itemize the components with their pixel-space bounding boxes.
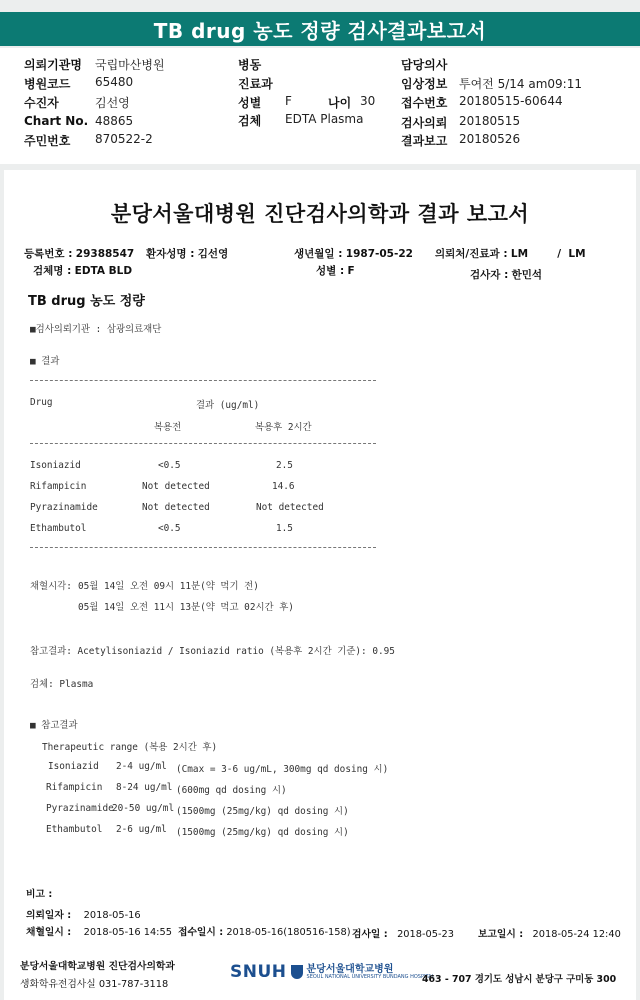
sex-value: F [347,265,355,277]
org-lab: 생화학유전검사실 031-787-3118 [20,979,169,990]
sex-label: 성별 : [316,265,345,277]
header-value: 투여전 5/14 am09:11 [459,77,582,91]
col-drug: Drug [30,397,53,408]
header-value: 김선영 [95,96,130,110]
header-value: 65480 [95,75,134,89]
document-title: 분당서울대병원 진단검사의학과 결과 보고서 [110,202,530,226]
range-drug: Rifampicin [46,782,103,793]
header-key: 검사의뢰 [401,116,448,130]
range-note: (600mg qd dosing 시) [176,785,287,796]
draw-value: 2018-05-16 14:55 [83,927,172,938]
dept-label: 의뢰처/진료과 : [435,248,508,260]
header-value: F [285,94,292,108]
patient-value: 김선영 [197,248,229,260]
range-value: 8-24 ug/ml [116,782,173,793]
header-value: EDTA Plasma [285,112,364,126]
reg-number [24,246,134,261]
header-key: 접수번호 [401,96,448,110]
department [435,246,586,261]
test-value: 2018-05-23 [397,929,455,940]
recv-value: 2018-05-16(180516-158) [226,927,351,938]
header-key: 결과보고 [401,134,448,148]
header-field [24,56,82,73]
examiner-label: 검사자 : [470,269,509,281]
dob-label: 생년월일 : [294,248,343,260]
collect-time-2: 05월 14일 오전 11시 13분(약 먹고 02시간 후) [78,602,294,613]
org-name: 분당서울대학교병원 진단검사의학과 [20,961,175,972]
req-date-value: 2018-05-16 [83,910,141,921]
pre-value: Not detected [142,502,210,513]
post-value: 1.5 [276,523,293,534]
header-key: 담당의사 [401,58,448,72]
dob-value: 1987-05-22 [345,248,413,260]
range-drug: Pyrazinamide [46,803,114,814]
collect-label: 채혈시각: [30,581,72,592]
receive-datetime [178,924,351,938]
agency-line: ■검사의뢰기관 : 삼광의료재단 [30,324,162,335]
header-key: 의뢰기관명 [24,58,82,72]
header-key: 진료과 [238,77,273,91]
ref-result: 참고결과: Acetylisoniazid / Isoniazid ratio (복용후 2시간 기준): 0.95 [30,646,395,657]
pre-value: <0.5 [158,460,181,471]
patient-label: 환자성명 : [146,248,195,260]
specimen-value: EDTA BLD [74,265,133,277]
range-value: 2-6 ug/ml [116,824,167,835]
drug-name: Pyrazinamide [30,502,98,513]
header-key: 주민번호 [24,134,71,148]
range-note: (Cmax = 3-6 ug/mL, 300mg qd dosing 시) [176,764,389,775]
recv-label: 접수일시 : [178,927,224,938]
drug-name: Isoniazid [30,460,81,471]
header-value: 20180526 [459,132,521,146]
logo-en: SEOUL NATIONAL UNIVERSITY BUNDANG HOSPITAL [306,973,435,980]
header-key: 성별 [238,96,262,110]
header-value: 870522-2 [95,132,153,146]
header-field [24,75,70,92]
header-value: 20180515 [459,114,521,128]
examiner [470,267,542,282]
header-field [24,132,70,149]
range-drug: Isoniazid [48,761,99,772]
pre-value: <0.5 [158,523,181,534]
remark [26,886,52,900]
drug-name: Rifampicin [30,481,87,492]
divider [30,547,376,548]
specimen-name [33,263,132,278]
pre-value: Not detected [142,481,210,492]
divider [30,380,376,381]
reg-label: 등록번호 : [24,248,73,260]
reg-value: 29388547 [75,248,135,260]
specimen-note: 검체: Plasma [30,679,94,690]
header-key: 병원코드 [24,77,71,91]
dob [294,246,413,261]
header-value: 48865 [95,114,134,128]
scanned-report [4,170,636,1000]
logo-text: SNUH [230,962,287,982]
range-value: 2-4 ug/ml [116,761,167,772]
col-result: 결과 (ug/ml) [196,400,260,411]
drug-name: Ethambutol [30,523,87,534]
report-title: TB drug 농도 정량 검사결과보고서 [153,18,487,43]
hospital-logo [230,962,434,982]
header-value: 국립마산병원 [95,58,165,72]
header-key: 병동 [238,58,262,72]
header-info [0,48,640,164]
report-value: 2018-05-24 12:40 [532,929,621,940]
ref-header: ■ 참고결과 [30,720,78,731]
age-label: 나이 [328,96,352,110]
dept-value: LM / LM [510,248,586,260]
col-pre: 복용전 [154,422,182,433]
report-title-bar [0,12,640,46]
range-note: (1500mg (25mg/kg) qd dosing 시) [176,827,349,838]
collect-time-1: 05월 14일 오전 09시 11분(약 먹기 전) [78,581,259,592]
address: 463 - 707 경기도 성남시 분당구 구미동 300 [422,974,617,985]
header-key: Chart No. [24,114,89,128]
post-value: 2.5 [276,460,293,471]
draw-label: 채혈일시 : [26,927,72,938]
remark-label: 비고 : [26,889,53,900]
logo-kr: 분당서울대학교병원 [306,963,394,975]
header-value: 20180515-60644 [459,94,563,108]
result-header: ■ 결과 [30,356,60,367]
header-key: 임상정보 [401,77,448,91]
report-label: 보고일시 : [478,929,524,940]
req-date-label: 의뢰일자 : [26,910,72,921]
specimen-label: 검체명 : [33,265,72,277]
draw-datetime [26,924,172,938]
post-value: Not detected [256,502,324,513]
age-value: 30 [360,94,376,108]
header-field [24,114,88,128]
test-label: 검사일 : [352,929,388,940]
test-date [352,926,454,940]
patient-name [146,246,228,261]
request-date [26,907,141,921]
range-drug: Ethambutol [46,824,103,835]
post-value: 14.6 [272,481,295,492]
logo-wordmark [307,965,435,980]
section-title: TB drug 농도 정량 [28,294,145,309]
examiner-value: 한민석 [511,269,543,281]
divider [30,443,376,444]
header-key: 수진자 [24,96,59,110]
range-note: (1500mg (25mg/kg) qd dosing 시) [176,806,349,817]
sex [316,263,355,278]
header-field [24,94,59,111]
header-key: 검체 [238,114,262,128]
col-post: 복용후 2시간 [255,422,312,433]
report-datetime [478,926,621,940]
therapeutic-range: Therapeutic range (복용 2시간 후) [42,742,218,753]
range-value: 20-50 ug/ml [112,803,175,814]
shield-icon [291,965,303,979]
